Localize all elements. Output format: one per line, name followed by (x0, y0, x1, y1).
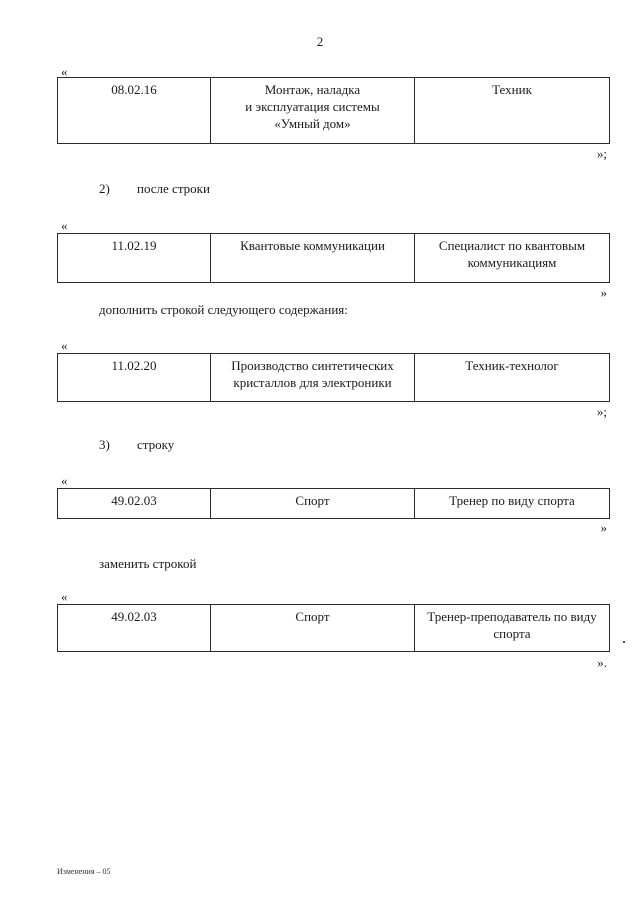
opening-quote: « (61, 218, 68, 233)
closing-quote: » (600, 285, 607, 300)
code-cell: 11.02.20 (58, 354, 211, 402)
closing-quote: »; (596, 404, 607, 419)
program-name-text: Монтаж, наладка и эксплуатация системы «Умный дом» (245, 82, 380, 131)
closing-quote: »; (596, 146, 607, 161)
qualification-cell: Техник (415, 78, 610, 144)
table-row (57, 353, 610, 402)
page-number: 2 (316, 34, 324, 49)
table-row (57, 604, 610, 652)
item-number: 2) (99, 181, 110, 196)
code-cell: 49.02.03 (58, 489, 211, 519)
item-text: после строки (137, 181, 210, 196)
code-cell: 08.02.16 (58, 78, 211, 144)
opening-quote: « (61, 473, 68, 488)
opening-quote: « (61, 589, 68, 604)
program-name-cell: Спорт (211, 489, 415, 519)
item-text: строку (137, 437, 175, 452)
qualification-cell: Тренер-преподаватель по виду спорта (415, 605, 610, 652)
program-name-cell: Производство синтетических кристаллов для электроники (211, 354, 415, 402)
footer-note: Изменения – 05 (57, 867, 111, 876)
opening-quote: « (61, 338, 68, 353)
code-cell: 11.02.19 (58, 234, 211, 283)
program-name-cell (211, 78, 415, 144)
program-name-cell: Спорт (211, 605, 415, 652)
table-row (57, 77, 610, 144)
closing-quote: ». (597, 655, 607, 670)
add-instruction: дополнить строкой следующего содержания: (99, 302, 348, 317)
replace-instruction: заменить строкой (99, 556, 197, 571)
program-name-cell: Квантовые коммуникации (211, 234, 415, 283)
table-row (57, 233, 610, 283)
item-number: 3) (99, 437, 110, 452)
qualification-cell: Тренер по виду спорта (415, 489, 610, 519)
table-row (57, 488, 610, 519)
code-cell: 49.02.03 (58, 605, 211, 652)
opening-quote: « (61, 64, 68, 79)
qualification-cell: Специалист по квантовым коммуникациям (415, 234, 610, 283)
closing-quote: » (600, 520, 607, 535)
qualification-cell: Техник-технолог (415, 354, 610, 402)
scan-speck (623, 641, 625, 643)
